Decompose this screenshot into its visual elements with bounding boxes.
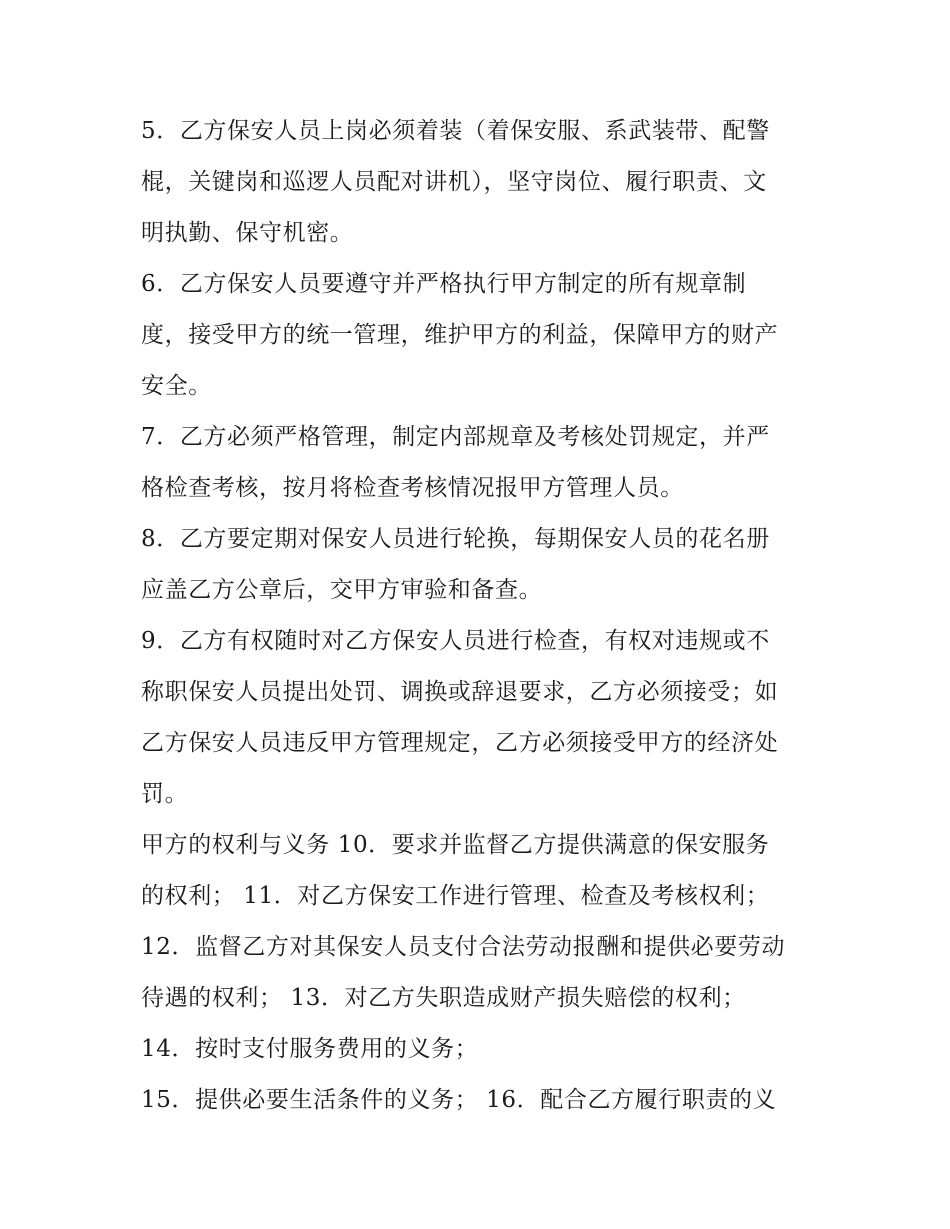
text-line: 14．按时支付服务费用的义务；	[141, 1036, 479, 1062]
document-body	[141, 106, 813, 1126]
text-line: 7．乙方必须严格管理，制定内部规章及考核处罚规定，并严	[141, 424, 770, 450]
text-line: 称职保安人员提出处罚、调换或辞退要求，乙方必须接受；如	[141, 679, 779, 705]
text-line: 6．乙方保安人员要遵守并严格执行甲方制定的所有规章制	[141, 271, 747, 297]
text-line: 应盖乙方公章后，交甲方审验和备查。	[141, 577, 543, 603]
text-line: 8．乙方要定期对保安人员进行轮换，每期保安人员的花名册	[141, 526, 770, 552]
text-line: 甲方的权利与义务 10．要求并监督乙方提供满意的保安服务	[141, 832, 770, 858]
text-line: 9．乙方有权随时对乙方保安人员进行检查，有权对违规或不	[141, 628, 770, 654]
text-line: 5．乙方保安人员上岗必须着装（着保安服、系武装带、配警	[141, 118, 770, 144]
text-line: 待遇的权利； 13．对乙方失职造成财产损失赔偿的权利；	[141, 985, 746, 1011]
text-line: 安全。	[141, 373, 212, 399]
text-line: 15．提供必要生活条件的义务； 16．配合乙方履行职责的义	[141, 1087, 777, 1113]
text-line: 格检查考核，按月将检查考核情况报甲方管理人员。	[141, 475, 684, 501]
text-line: 明执勤、保守机密。	[141, 220, 354, 246]
text-line: 罚。	[141, 781, 189, 807]
text-line: 12．监督乙方对其保安人员支付合法劳动报酬和提供必要劳动	[141, 934, 786, 960]
text-line: 的权利； 11．对乙方保安工作进行管理、检查及考核权利；	[141, 883, 770, 909]
text-line: 棍，关键岗和巡逻人员配对讲机），坚守岗位、履行职责、文	[141, 169, 767, 195]
text-line: 乙方保安人员违反甲方管理规定，乙方必须接受甲方的经济处	[141, 730, 779, 756]
text-line: 度，接受甲方的统一管理，维护甲方的利益，保障甲方的财产	[141, 322, 779, 348]
